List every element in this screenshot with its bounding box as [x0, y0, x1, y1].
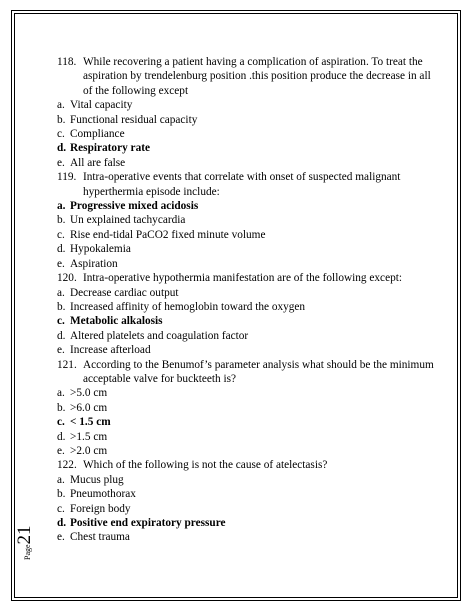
question-list [57, 55, 442, 545]
option-letter: c. [57, 128, 65, 141]
option-text: Compliance [70, 128, 125, 141]
option-letter: a. [57, 286, 65, 299]
answer-option [57, 401, 442, 415]
question-text: Which of the following is not the cause of atelectasis? [83, 459, 328, 472]
option-letter: d. [57, 243, 66, 256]
option-text: Respiratory rate [70, 142, 150, 155]
answer-option [57, 473, 442, 487]
option-letter: d. [57, 517, 67, 529]
option-text: >6.0 cm [70, 401, 108, 414]
option-text: Un explained tachycardia [70, 214, 186, 227]
option-text: Foreign body [70, 502, 131, 515]
question-text: Intra-operative hypothermia manifestation are of the following except: [83, 272, 403, 285]
answer-option [57, 113, 442, 127]
option-letter: a. [57, 387, 65, 400]
question-119 [57, 170, 442, 199]
option-text: Hypokalemia [70, 243, 131, 256]
option-letter: b. [57, 214, 66, 227]
question-number: 120. [57, 272, 77, 285]
question-120 [57, 271, 442, 285]
question-number: 121. [57, 358, 77, 371]
question-122 [57, 458, 442, 472]
option-text: Metabolic alkalosis [70, 315, 163, 328]
option-letter: d. [57, 142, 67, 155]
option-letter: a. [57, 473, 65, 486]
answer-option [57, 300, 442, 314]
answer-option [57, 127, 442, 141]
answer-option [57, 242, 442, 256]
answer-option-correct [57, 314, 442, 328]
answer-option-correct [57, 516, 442, 530]
answer-option [57, 386, 442, 400]
answer-option-correct [57, 199, 442, 213]
answer-option [57, 286, 442, 300]
answer-option-correct [57, 141, 442, 155]
answer-option [57, 444, 442, 458]
answer-option [57, 228, 442, 242]
question-text: While recovering a patient having a complication of aspiration. To treat the aspiration by trendelenburg position .this position produce the decrease in all of the following except [83, 56, 431, 97]
option-text: Functional residual capacity [70, 113, 198, 126]
option-letter: a. [57, 99, 65, 112]
option-text: Pneumothorax [70, 488, 136, 501]
answer-option [57, 329, 442, 343]
option-letter: b. [57, 488, 66, 501]
option-letter: e. [57, 531, 65, 544]
option-text: >5.0 cm [70, 387, 108, 400]
option-letter: e. [57, 156, 65, 169]
option-letter: e. [57, 344, 65, 357]
option-letter: b. [57, 401, 66, 414]
option-letter: c. [57, 502, 65, 515]
answer-option [57, 257, 442, 271]
question-118 [57, 55, 442, 98]
option-letter: b. [57, 113, 66, 126]
question-text: Intra-operative events that correlate with onset of suspected malignant hyperthermia episode include: [83, 171, 401, 198]
option-letter: d. [57, 329, 66, 342]
answer-option [57, 487, 442, 501]
option-text: All are false [70, 156, 126, 169]
option-text: Decrease cardiac output [70, 286, 179, 299]
option-letter: b. [57, 300, 66, 313]
option-text: Aspiration [70, 257, 118, 270]
question-number: 118. [57, 56, 77, 68]
question-number: 119. [57, 171, 77, 184]
option-text: Altered platelets and coagulation factor [70, 329, 249, 342]
option-text: >2.0 cm [70, 444, 108, 457]
page-label: Page [23, 544, 32, 560]
page-number [14, 525, 36, 560]
answer-option [57, 530, 442, 544]
option-letter: c. [57, 416, 65, 429]
option-text: Positive end expiratory pressure [70, 517, 226, 529]
option-text: < 1.5 cm [70, 416, 111, 429]
option-text: Increased affinity of hemoglobin toward the oxygen [70, 300, 306, 313]
answer-option [57, 213, 442, 227]
question-number: 122. [57, 459, 77, 472]
option-text: Rise end-tidal PaCO2 fixed minute volume [70, 228, 266, 241]
option-text: Progressive mixed acidosis [70, 200, 199, 213]
option-text: Increase afterload [70, 344, 151, 357]
answer-option-correct [57, 415, 442, 429]
option-text: Vital capacity [70, 99, 133, 112]
option-letter: a. [57, 200, 66, 213]
option-letter: e. [57, 257, 65, 270]
option-text: Mucus plug [70, 473, 124, 486]
option-letter: e. [57, 444, 65, 457]
option-text: Chest trauma [70, 531, 130, 544]
option-letter: c. [57, 315, 65, 328]
answer-option [57, 502, 442, 516]
page-number-value: 21 [14, 525, 35, 545]
answer-option [57, 430, 442, 444]
question-text: According to the Benumof’s parameter analysis what should be the minimum acceptable valve for buckteeth is? [83, 358, 434, 385]
answer-option [57, 98, 442, 112]
question-121 [57, 358, 442, 387]
option-text: >1.5 cm [70, 430, 108, 443]
answer-option [57, 156, 442, 170]
option-letter: c. [57, 228, 65, 241]
option-letter: d. [57, 430, 66, 443]
answer-option [57, 343, 442, 357]
